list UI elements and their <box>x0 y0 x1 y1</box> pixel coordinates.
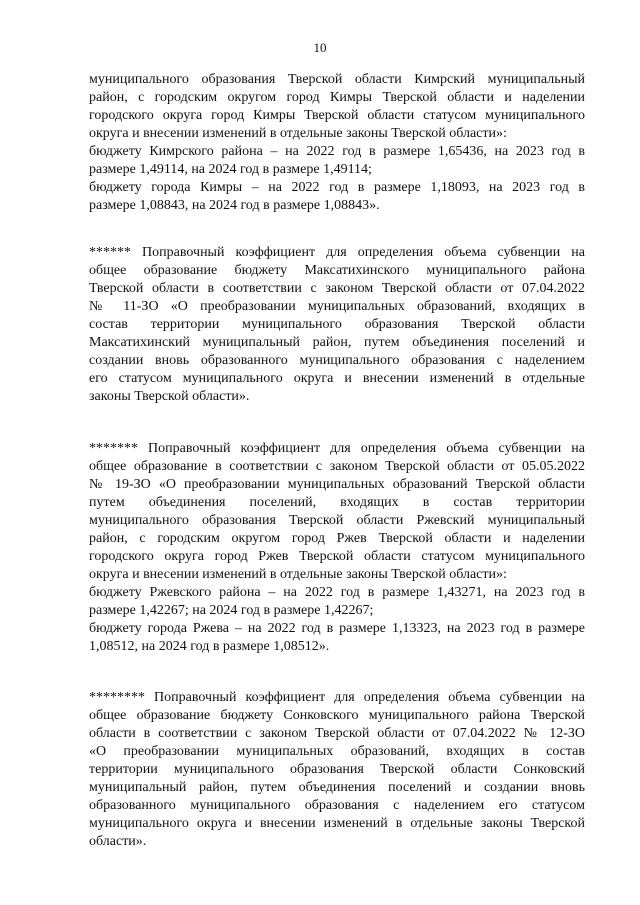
text-line: № 11-ЗО «О преобразовании муниципальных образований, входящих в <box>89 299 585 314</box>
text-line: муниципального образования Тверской области Ржевский муниципальный <box>89 513 585 528</box>
text-line: законы Тверской области». <box>89 389 250 404</box>
text-line: район, с городским округом город Ржев Тверской области и наделении <box>89 531 585 546</box>
text-line: создании вновь образованного муниципального образования с наделением <box>89 353 585 368</box>
text-line: размере 1,42267; на 2024 год в размере 1,42267; <box>89 603 374 618</box>
text-line: образованного муниципального образования с наделением его статусом <box>89 798 585 813</box>
text-line: бюджету Кимрского района – на 2022 год в размере 1,65436, на 2023 год в <box>89 144 585 159</box>
text-line: бюджету города Ржева – на 2022 год в размере 1,13323, на 2023 год в размере <box>89 621 585 636</box>
text-line: состав территории муниципального образования Тверской области <box>89 317 585 332</box>
text-line: муниципальный район, путем объединения поселений и создании вновь <box>89 780 585 795</box>
text-line: области». <box>89 834 147 849</box>
text-line: округа и внесении изменений в отдельные законы Тверской области»: <box>89 126 507 141</box>
footnote-rzhev <box>89 440 585 656</box>
text-line: «О преобразовании муниципальных образований, входящих в состав <box>89 744 585 759</box>
text-line: бюджету города Кимры – на 2022 год в размере 1,18093, на 2023 год в <box>89 180 585 195</box>
text-line: общее образование бюджету Сонковского муниципального района Тверской <box>89 708 585 723</box>
text-line: путем объединения поселений, входящих в состав территории <box>89 495 585 510</box>
text-line: территории муниципального образования Тверской области Сонковский <box>89 762 585 777</box>
text-line: общее образование в соответствии с законом Тверской области от 05.05.2022 <box>89 459 585 474</box>
text-line: муниципального образования Тверской области Кимрский муниципальный <box>89 72 585 87</box>
footnote-maksatikha <box>89 244 585 406</box>
text-line: области в соответствии с законом Тверской области от 07.04.2022 № 12-ЗО <box>89 726 585 741</box>
text-line: муниципального округа и внесении изменений в отдельные законы Тверской <box>89 816 585 831</box>
text-line: 1,08512, на 2024 год в размере 1,08512». <box>89 639 330 654</box>
text-line: район, с городским округом город Кимры Тверской области и наделении <box>89 90 585 105</box>
text-line: Максатихинский муниципальный район, путем объединения поселений и <box>89 335 585 350</box>
text-line: бюджету Ржевского района – на 2022 год в размере 1,43271, на 2023 год в <box>89 585 585 600</box>
text-line: размере 1,08843, на 2024 год в размере 1,08843». <box>89 198 380 213</box>
text-line: № 19-ЗО «О преобразовании муниципальных образований Тверской области <box>89 477 585 492</box>
text-line: его статусом муниципального округа и внесении изменений в отдельные <box>89 371 585 386</box>
text-line: городского округа город Ржев Тверской области статусом муниципального <box>89 549 585 564</box>
footnote-sonkovo <box>89 689 585 851</box>
page-number: 10 <box>313 40 327 55</box>
text-line: общее образование бюджету Максатихинского муниципального района <box>89 263 585 278</box>
text-line: городского округа город Кимры Тверской области статусом муниципального <box>89 108 585 123</box>
footnote-kimry <box>89 71 585 215</box>
text-line: ******** Поправочный коэффициент для определения объема субвенции на <box>89 690 585 705</box>
text-line: размере 1,49114, на 2024 год в размере 1,49114; <box>89 162 372 177</box>
text-line: ******* Поправочный коэффициент для определения объема субвенции на <box>89 441 585 456</box>
text-line: округа и внесении изменений в отдельные законы Тверской области»: <box>89 567 507 582</box>
text-line: ****** Поправочный коэффициент для определения объема субвенции на <box>89 245 585 260</box>
text-line: Тверской области в соответствии с законом Тверской области от 07.04.2022 <box>89 281 585 296</box>
